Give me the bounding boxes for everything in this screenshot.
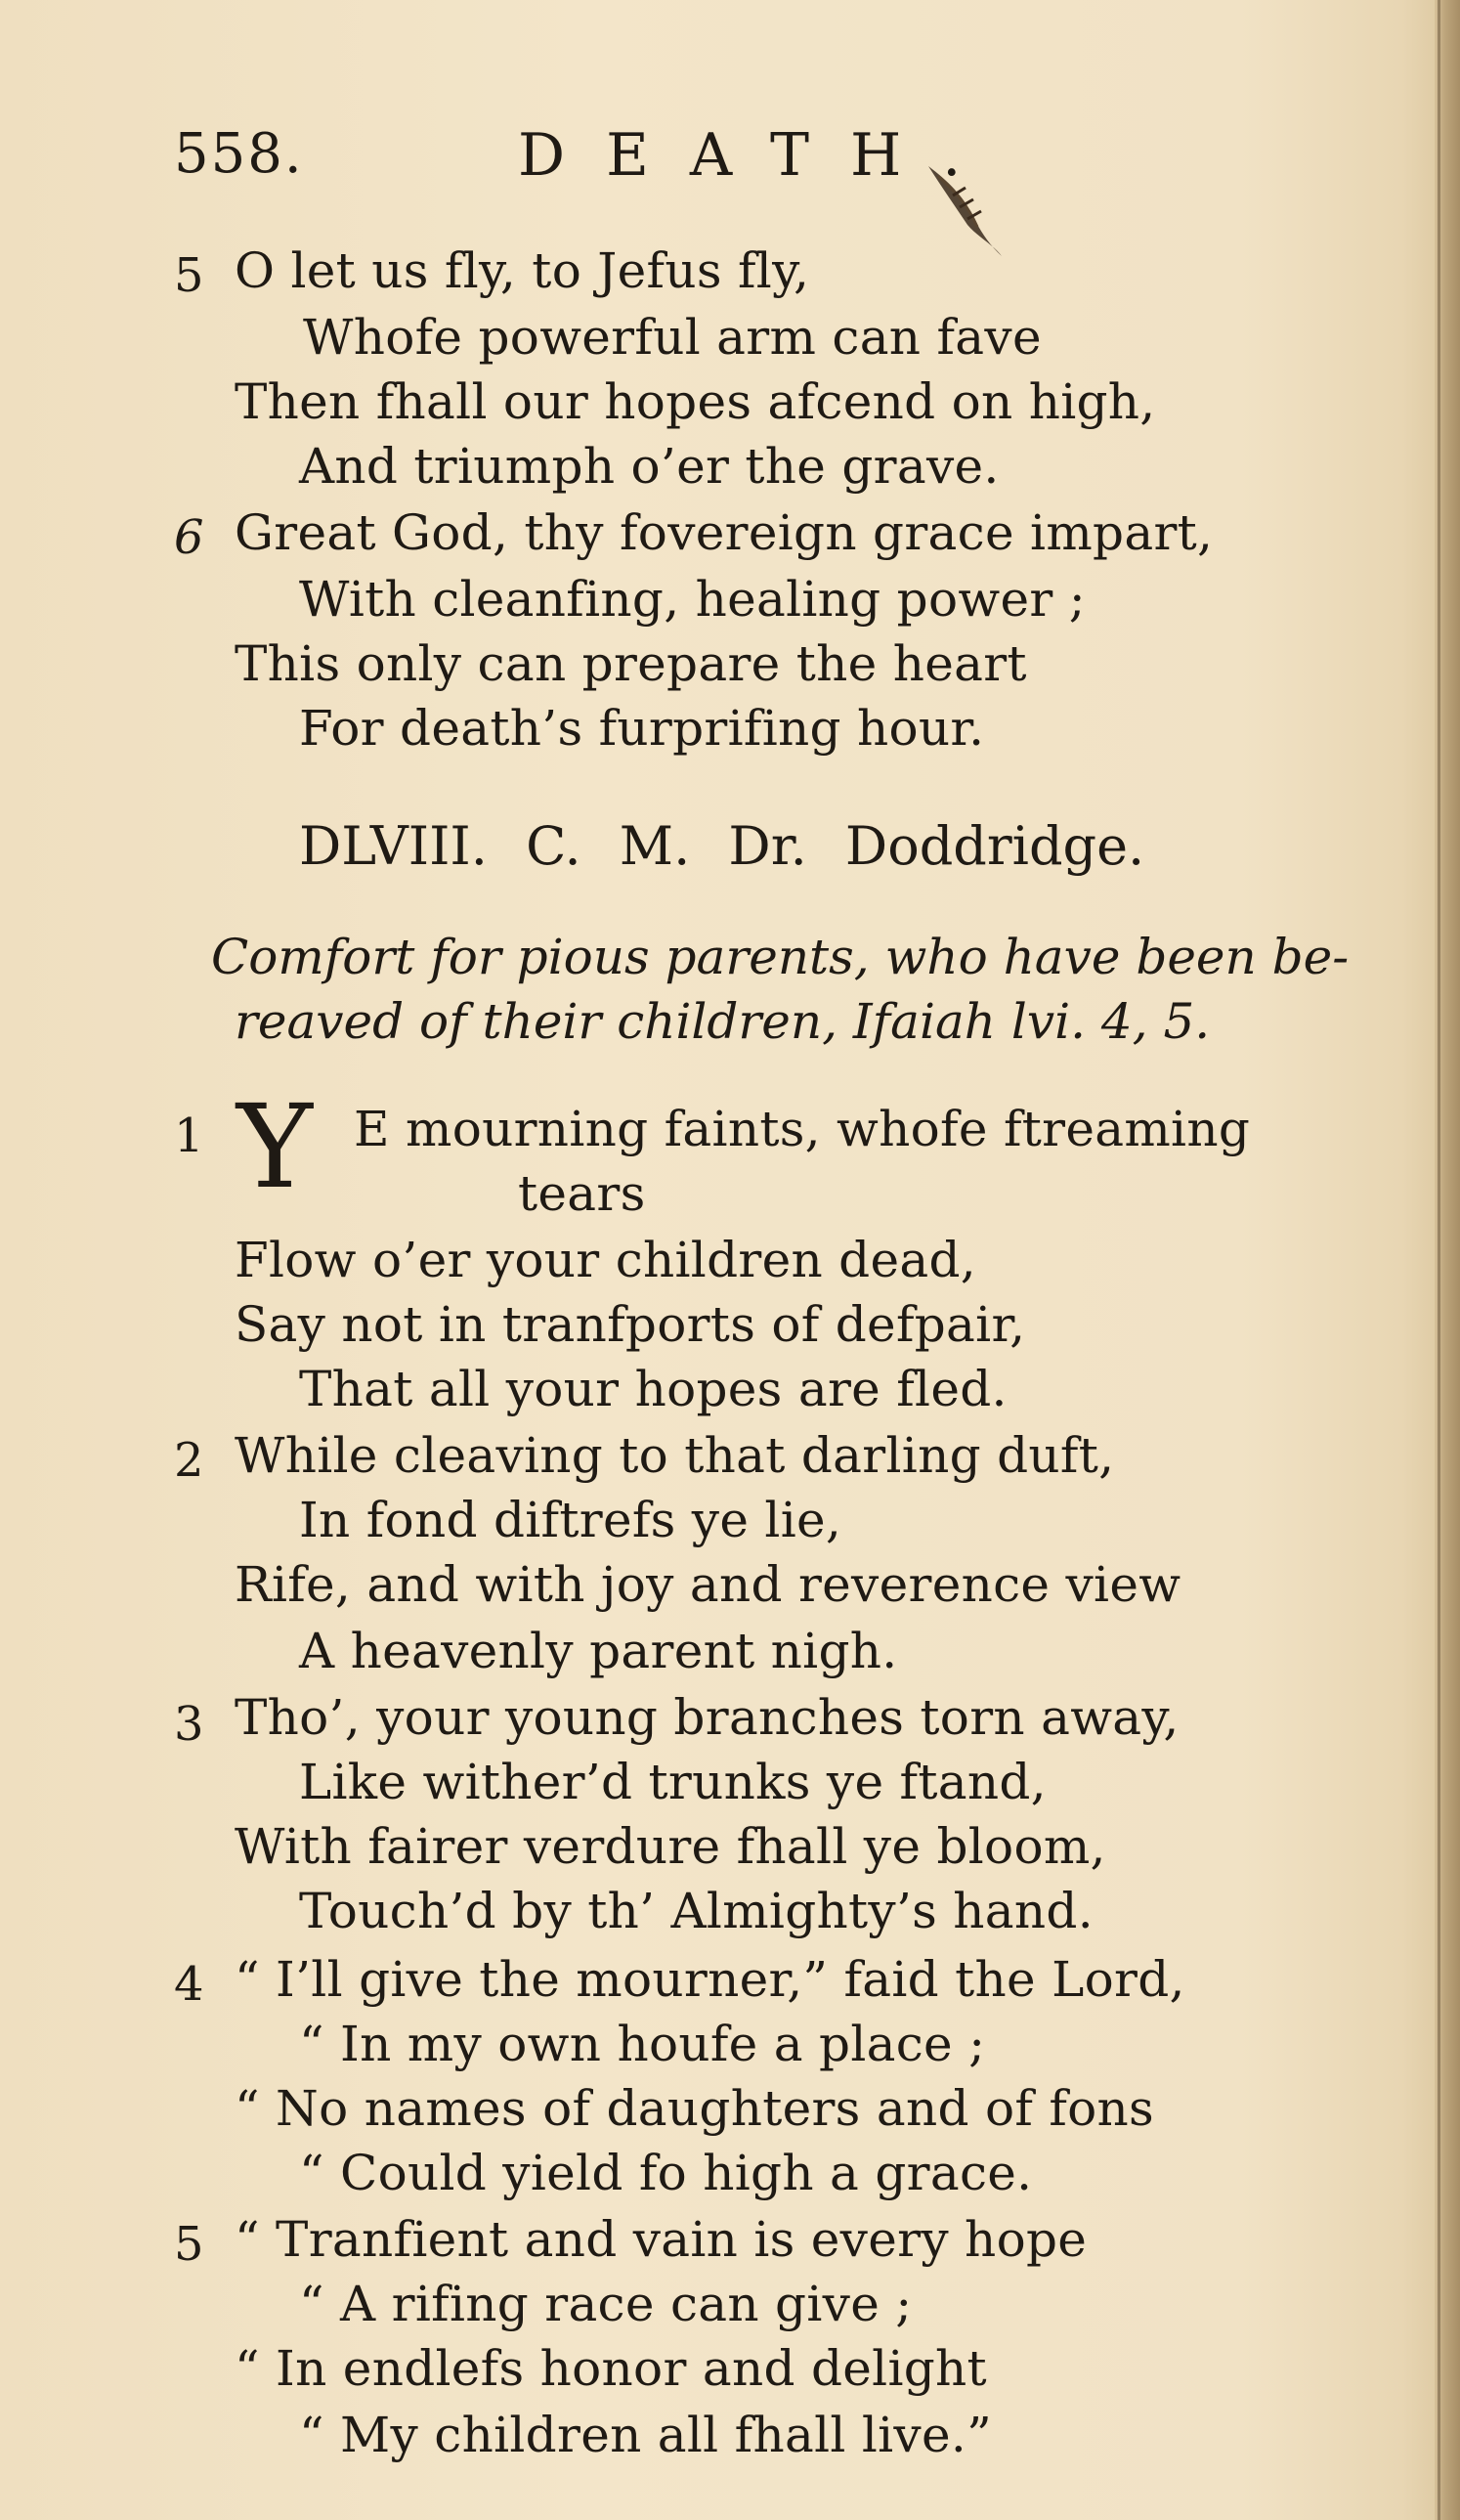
stanza-number: 2 — [174, 1433, 204, 1488]
verse-line: “ I’ll give the mourner,” faid the Lord, — [235, 1951, 1185, 2008]
stanza-number: 5 — [174, 2217, 204, 2272]
page-number: 558. — [174, 122, 304, 186]
verse-line: While cleaving to that darling duft, — [235, 1427, 1115, 1484]
verse-line: And triumph o’er the grave. — [299, 438, 1000, 495]
verse-line: “ In endlefs honor and delight — [235, 2340, 987, 2397]
verse-line: Flow o’er your children dead, — [235, 1232, 976, 1288]
verse-line: Like wither’d trunks ye ftand, — [299, 1754, 1047, 1810]
hymn-heading: DLVIII. C. M. Dr. Doddridge. — [299, 815, 1145, 877]
verse-line: “ In my own houfe a place ; — [299, 2016, 986, 2072]
verse-line: Touch’d by th’ Almighty’s hand. — [299, 1883, 1094, 1939]
stanza-number: 6 — [174, 510, 204, 565]
stanza-number: 3 — [174, 1697, 204, 1752]
verse-line: tears — [518, 1165, 646, 1222]
verse-line: A heavenly parent nigh. — [299, 1623, 898, 1679]
stanza-number: 1 — [174, 1108, 204, 1163]
verse-line: This only can prepare the heart — [235, 635, 1027, 692]
verse-line: Rife, and with joy and reverence view — [235, 1556, 1181, 1613]
verse-line: O let us fly, to Jefus fly, — [235, 242, 810, 299]
verse-line: Great God, thy fovereign grace impart, — [235, 504, 1214, 561]
verse-line: “ Tranfient and vain is every hope — [235, 2211, 1088, 2268]
verse-line: With fairer verdure fhall ye bloom, — [235, 1818, 1106, 1875]
verse-line: For death’s furprifing hour. — [299, 700, 985, 757]
stanza-number: 5 — [174, 248, 204, 303]
stanza-number: 4 — [174, 1957, 204, 2012]
verse-line: Tho’, your young branches torn away, — [235, 1689, 1180, 1746]
verse-line: Then fhall our hopes afcend on high, — [235, 373, 1156, 430]
verse-line: “ A rifing race can give ; — [299, 2276, 913, 2332]
verse-line: With cleanfing, healing power ; — [299, 571, 1086, 628]
running-title: DEATH. — [518, 121, 1003, 190]
verse-line: That all your hopes are fled. — [299, 1361, 1008, 1417]
hymn-subtitle: Comfort for pious parents, who have been be- — [211, 929, 1350, 985]
verse-line: In fond diftrefs ye lie, — [299, 1492, 842, 1548]
verse-line: “ Could yield fo high a grace. — [299, 2145, 1033, 2201]
verse-line: Whofe powerful arm can fave — [303, 309, 1042, 366]
hymn-subtitle: reaved of their children, Ifaiah lvi. 4, 5. — [235, 993, 1211, 1050]
gutter-edge — [1438, 0, 1440, 2520]
verse-line: “ No names of daughters and of fons — [235, 2080, 1155, 2137]
verse-line: E mourning faints, whofe ftreaming — [354, 1101, 1251, 1157]
verse-line: “ My children all fhall live.” — [299, 2407, 992, 2463]
verse-line: Say not in tranfports of defpair, — [235, 1296, 1026, 1353]
drop-cap: Y — [236, 1079, 313, 1214]
